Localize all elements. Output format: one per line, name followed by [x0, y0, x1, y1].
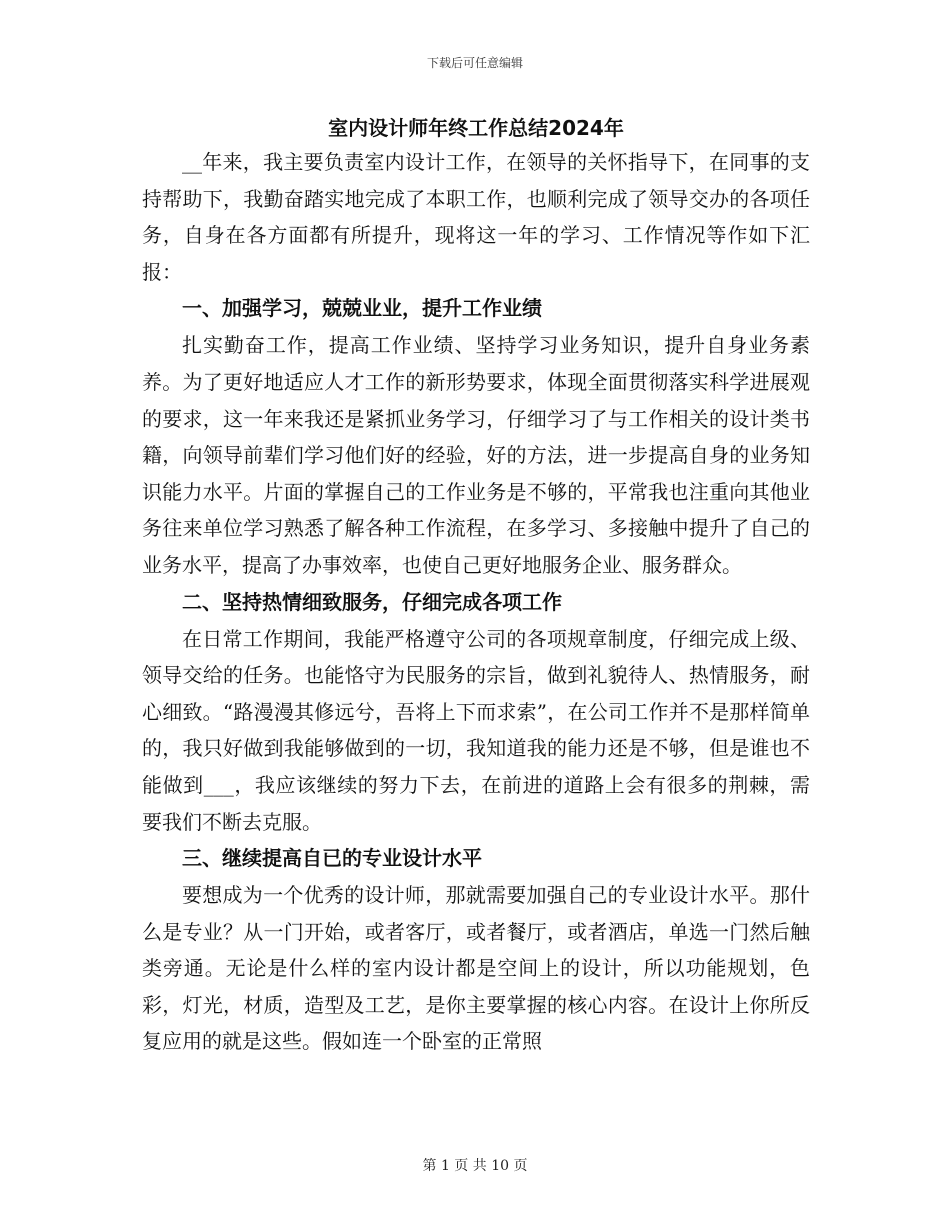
section-1-heading: 一、加强学习，兢兢业业，提升工作业绩 — [182, 296, 542, 321]
section-2-heading: 二、坚持热情细致服务，仔细完成各项工作 — [182, 589, 562, 614]
header-note: 下载后可任意编辑 — [426, 56, 523, 70]
section-2-paragraph: 在日常工作期间，我能严格遵守公司的各项规章制度，仔细完成上级、领导交给的任务。也能恪守为民服务的宗旨，做到礼貌待人、热情服务，耐心细致。“路漫漫其修远兮，吾将上下而求索”，在公司工作并不是那样简单的，我只好做到我能够做到的一切，我知道我的能力还是不够，但是谁也不能做到___，我应该继续的努力下去，在前进的道路上会有很多的荆棘，需要我们不断去克服。 — [142, 626, 810, 834]
page-number: 第 1 页 共 10 页 — [422, 1158, 528, 1174]
section-3-paragraph: 要想成为一个优秀的设计师，那就需要加强自己的专业设计水平。那什么是专业？从一门开始，或者客厅，或者餐厅，或者酒店，单选一门然后触类旁通。无论是什么样的室内设计都是空间上的设计，所以功能规划，色彩，灯光，材质，造型及工艺，是你主要掌握的核心内容。在设计上你所反复应用的就是这些。假如连一个卧室的正常照 — [142, 883, 810, 1054]
intro-paragraph: __年来，我主要负责室内设计工作，在领导的关怀指导下，在同事的支持帮助下，我勤奋踏实地完成了本职工作，也顺利完成了领导交办的各项任务，自身在各方面都有所提升，现将这一年的学习、工作情况等作如下汇报： — [142, 150, 810, 284]
section-3-heading: 三、继续提高自已的专业设计水平 — [182, 846, 482, 871]
document-title: 室内设计师年终工作总结2024年 — [328, 116, 624, 140]
document-body — [142, 112, 810, 1060]
section-1-paragraph: 扎实勤奋工作，提高工作业绩、坚持学习业务知识，提升自身业务素养。为了更好地适应人才工作的新形势要求，体现全面贯彻落实科学进展观的要求，这一年来我还是紧抓业务学习，仔细学习了与工作相关的设计类书籍，向领导前辈们学习他们好的经验，好的方法，进一步提高自身的业务知识能力水平。片面的掌握自己的工作业务是不够的，平常我也注重向其他业务往来单位学习熟悉了解各种工作流程，在多学习、多接触中提升了自己的业务水平，提高了办事效率，也使自己更好地服务企业、服务群众。 — [142, 333, 810, 577]
